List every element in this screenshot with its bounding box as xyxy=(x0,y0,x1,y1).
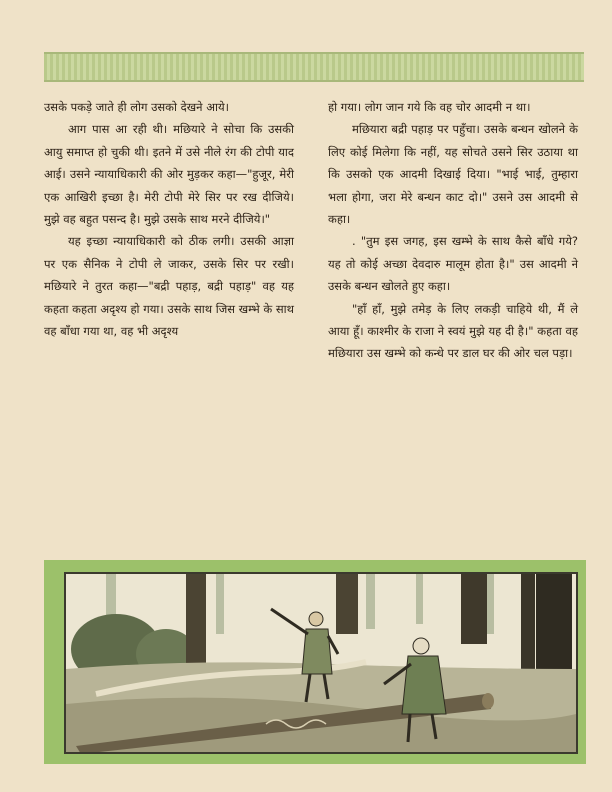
illustration-frame xyxy=(44,560,586,764)
left-text-column xyxy=(44,96,294,342)
right-text-column xyxy=(328,96,578,365)
forest-scene-illustration xyxy=(64,572,578,754)
paragraph: आग पास आ रही थी। मछियारे ने सोचा कि उसकी आयु समाप्त हो चुकी थी। इतने में उसे नीले रंग की टोपी याद आई। उसने न्यायाधिकारी की ओर मुड़कर कहा—"हुजूर, मेरी एक आखिरी इच्छा है। मेरी टोपी मेरे सिर पर रख दीजिये। मुझे वह बहुत पसन्द है। मुझे उसके साथ मरने दीजिये।" xyxy=(44,122,294,227)
forest-scene-drawing xyxy=(66,574,576,752)
paragraph: "हाँ हाँ, मुझे तमेड़ के लिए लकड़ी चाहिये थी, मैं ले आया हूँ। काश्मीर के राजा ने स्वयं मुझे यह दी है।" कहता वह मछियारा उस खम्भे को कन्धे पर डाल घर की ओर चल पड़ा। xyxy=(328,301,578,361)
paragraph: मछियारा बद्री पहाड़ पर पहुँचा। उसके बन्धन खोलने के लिए कोई मिलेगा कि नहीं, यह सोचते उसने सिर उठाया था कि उसको एक आदमी दिखाई दिया। "भाई भाई, तुम्हारा भला होगा, जरा मेरे बन्धन काट दो।" उसने उस आदमी से कहा। xyxy=(328,122,578,227)
paragraph: उसके पकड़े जाते ही लोग उसको देखने आये। xyxy=(44,100,229,114)
header-decorative-band xyxy=(44,52,584,82)
paragraph: . "तुम इस जगह, इस खम्भे के साथ कैसे बाँधे गये? यह तो कोई अच्छा देवदारु मालूम होता है।" उस आदमी ने उसके बन्धन खोलते हुए कहा। xyxy=(328,234,578,294)
paragraph: यह इच्छा न्यायाधिकारी को ठीक लगी। उसकी आज्ञा पर एक सैनिक ने टोपी ले जाकर, उसके सिर पर रखी। मछियारे ने तुरत कहा—"बद्री पहाड़, बद्री पहाड़" वह यह कहता कहता अदृश्य हो गया। उसके साथ जिस खम्भे के साथ वह बाँधा गया था, वह भी अदृश्य xyxy=(44,234,294,339)
paragraph: हो गया। लोग जान गये कि वह चोर आदमी न था। xyxy=(328,100,531,114)
